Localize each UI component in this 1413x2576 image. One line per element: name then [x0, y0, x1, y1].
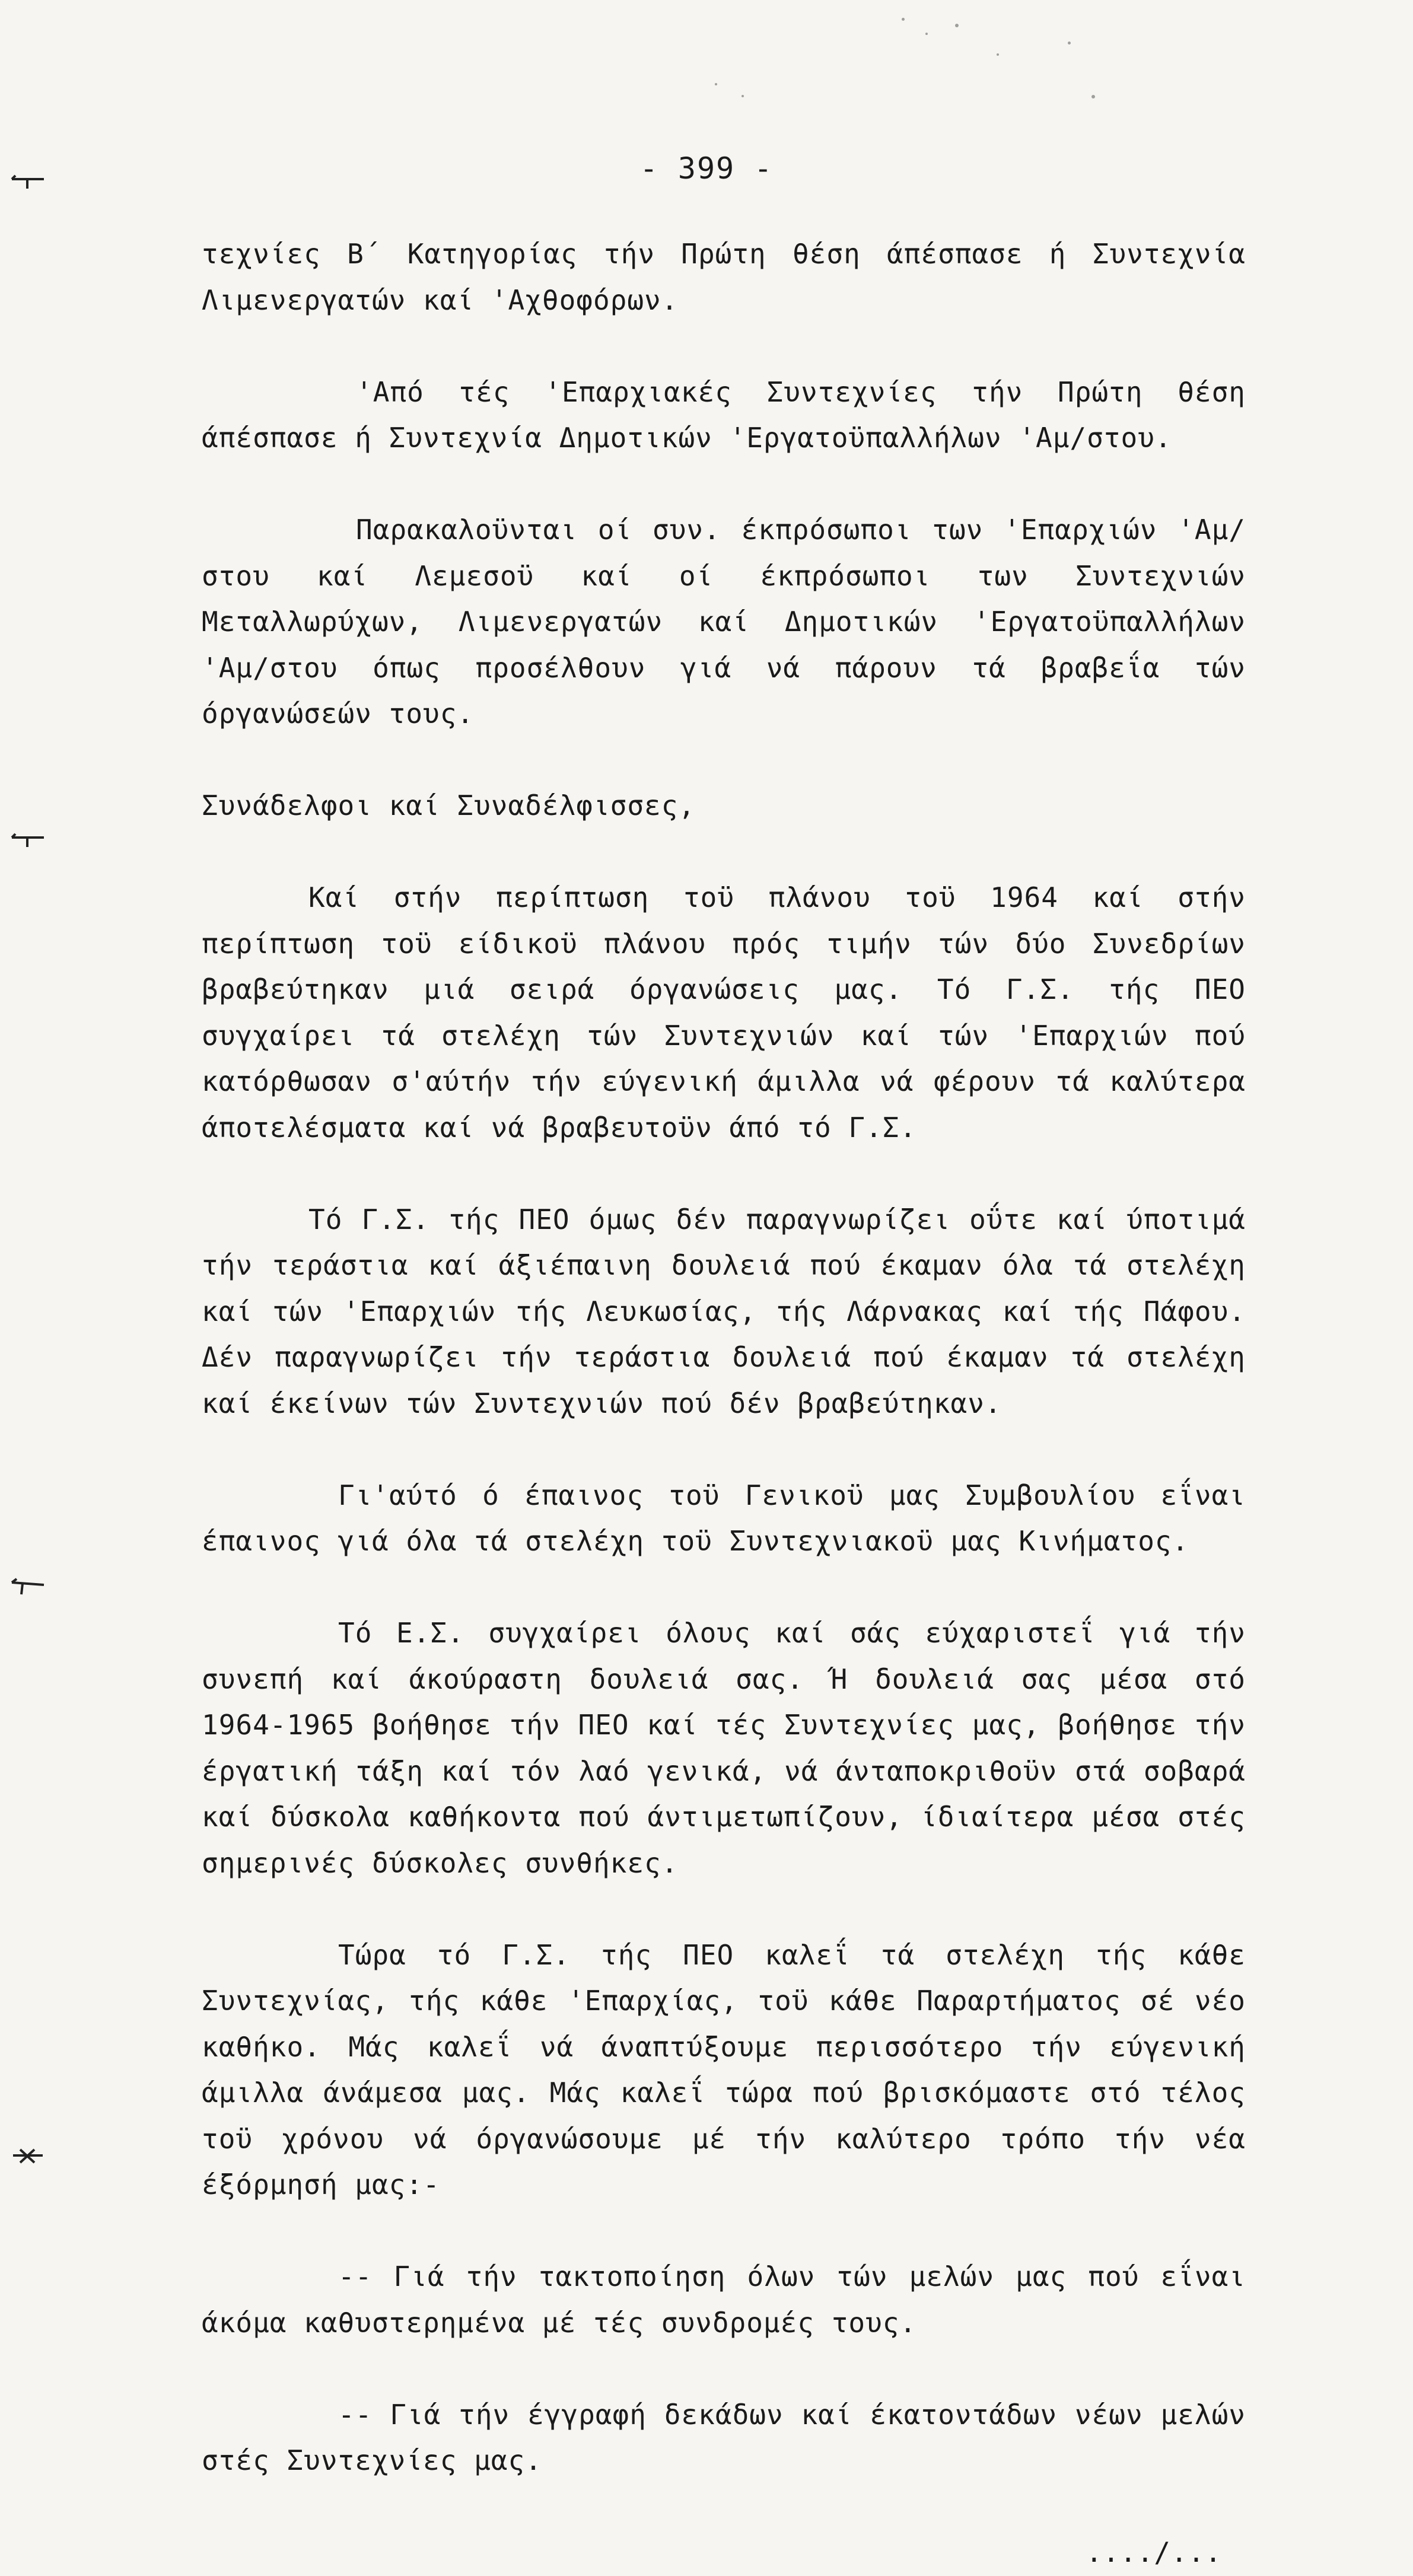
left-margin-mark [11, 1578, 45, 1596]
scan-speck [902, 18, 905, 21]
paragraph-5: Τό Γ.Σ. τής ΠΕΟ όμως δέν παραγνωρίζει οΰτε καί ύποτιμά τήν τεράστια καί άξιέπαινη δουλειά πού έκαμαν όλα τά στελέχη καί τών 'Επαρχιών τής Λευκωσίας, τής Λάρνακας καί τής Πάφου. Δέν παραγνωρίζει τήν τεράστια δουλειά πού έκαμαν τά στελέχη καί έκείνων τών Συντεχνιών πού δέν βραβεύτηκαν. [202, 1203, 1246, 1419]
scan-speck [955, 24, 959, 27]
scan-speck [925, 33, 928, 35]
document-body [202, 231, 1246, 2576]
left-margin-mark [11, 172, 45, 190]
paragraph-1: τεχνίες Β΄ Κατηγορίας τήν Πρώτη θέση άπέσπασε ή Συντεχνία Λιμενεργατών καί 'Αχθοφόρων. [202, 238, 1246, 316]
paragraph-7: Τό Ε.Σ. συγχαίρει όλους καί σάς εύχαριστεΐ γιά τήν συνεπή καί άκούραστη δουλειά σας. Ή δουλειά σας μέσα στό 1964-1965 βοήθησε τήν ΠΕΟ καί τές Συντεχνίες μας, βοήθησε τήν έργατική τάξη καί τόν λαό γενικά, νά άνταποκριθοϋν στά σοβαρά καί δύσκολα καθήκοντα πού άντιμετωπίζουν, ίδιαίτερα μέσα στές σημερινές δύσκολες συνθήκες. [202, 1617, 1246, 1879]
left-margin-mark [11, 830, 45, 848]
paragraph-4: Καί στήν περίπτωση τοϋ πλάνου τοϋ 1964 καί στήν περίπτωση τοϋ είδικοϋ πλάνου πρός τιμήν τών δύο Συνεδρίων βραβεύτηκαν μιά σειρά όργανώσεις μας. Τό Γ.Σ. τής ΠΕΟ συγχαίρει τά στελέχη τών Συντεχνιών καί τών 'Επαρχιών πού κατόρθωσαν σ'αύτήν τήν εύγενική άμιλλα νά φέρουν τά καλύτερα άποτελέσματα καί νά βραβευτοϋν άπό τό Γ.Σ. [202, 881, 1246, 1144]
list-item: -- Γιά τήν έγγραφή δεκάδων καί έκατοντάδων νέων μελών στές Συντεχνίες μας. [202, 2398, 1246, 2476]
scan-speck [715, 83, 717, 85]
paragraph-6: Γι'αύτό ό έπαινος τοϋ Γενικοϋ μας Συμβουλίου εΐναι έπαινος γιά όλα τά στελέχη τοϋ Συντεχνιακοϋ μας Κινήματος. [202, 1479, 1246, 1557]
scan-speck [997, 53, 999, 56]
list-item: -- Γιά τήν τακτοποίηση όλων τών μελών μας πού εΐναι άκόμα καθυστερημένα μέ τές συνδρομές τους. [202, 2260, 1246, 2339]
scan-speck [741, 95, 744, 97]
scan-speck [1068, 42, 1071, 44]
left-margin-mark [11, 2147, 45, 2165]
paragraph-2: 'Από τές 'Επαρχιακές Συντεχνίες τήν Πρώτη θέση άπέσπασε ή Συντεχνία Δημοτικών 'Εργατοϋπαλλήλων 'Αμ/στου. [202, 375, 1246, 454]
paragraph-8: Τώρα τό Γ.Σ. τής ΠΕΟ καλεΐ τά στελέχη τής κάθε Συντεχνίας, τής κάθε 'Επαρχίας, τοϋ κάθε Παραρτήματος σέ νέο καθήκο. Μάς καλεΐ νά άναπτύξουμε περισσότερο τήν εύγενική άμιλλα άνάμεσα μας. Μάς καλεΐ τώρα πού βρισκόμαστε στό τέλος τοϋ χρόνου νά όργανώσουμε μέ τήν καλύτερο τρόπο τήν νέα έξόρμησή μας:- [202, 1938, 1246, 2201]
paragraph-3: Παρακαλοϋνται οί συν. έκπρόσωποι των 'Επαρχιών 'Αμ/στου καί Λεμεσοϋ καί οί έκπρόσωποι των Συντεχνιών Μεταλλωρύχων, Λιμενεργατών καί Δημοτικών 'Εργατοϋπαλλήλων 'Αμ/στου όπως προσέλθουν γιά νά πάρουν τά βραβεΐα τών όργανώσεών τους. [202, 514, 1246, 730]
page-number: - 399 - [639, 151, 774, 186]
salutation: Συνάδελφοι καί Συναδέλφισσες, [202, 789, 696, 821]
continuation-mark: ..../... [1086, 2536, 1222, 2568]
scan-speck [1091, 95, 1095, 98]
